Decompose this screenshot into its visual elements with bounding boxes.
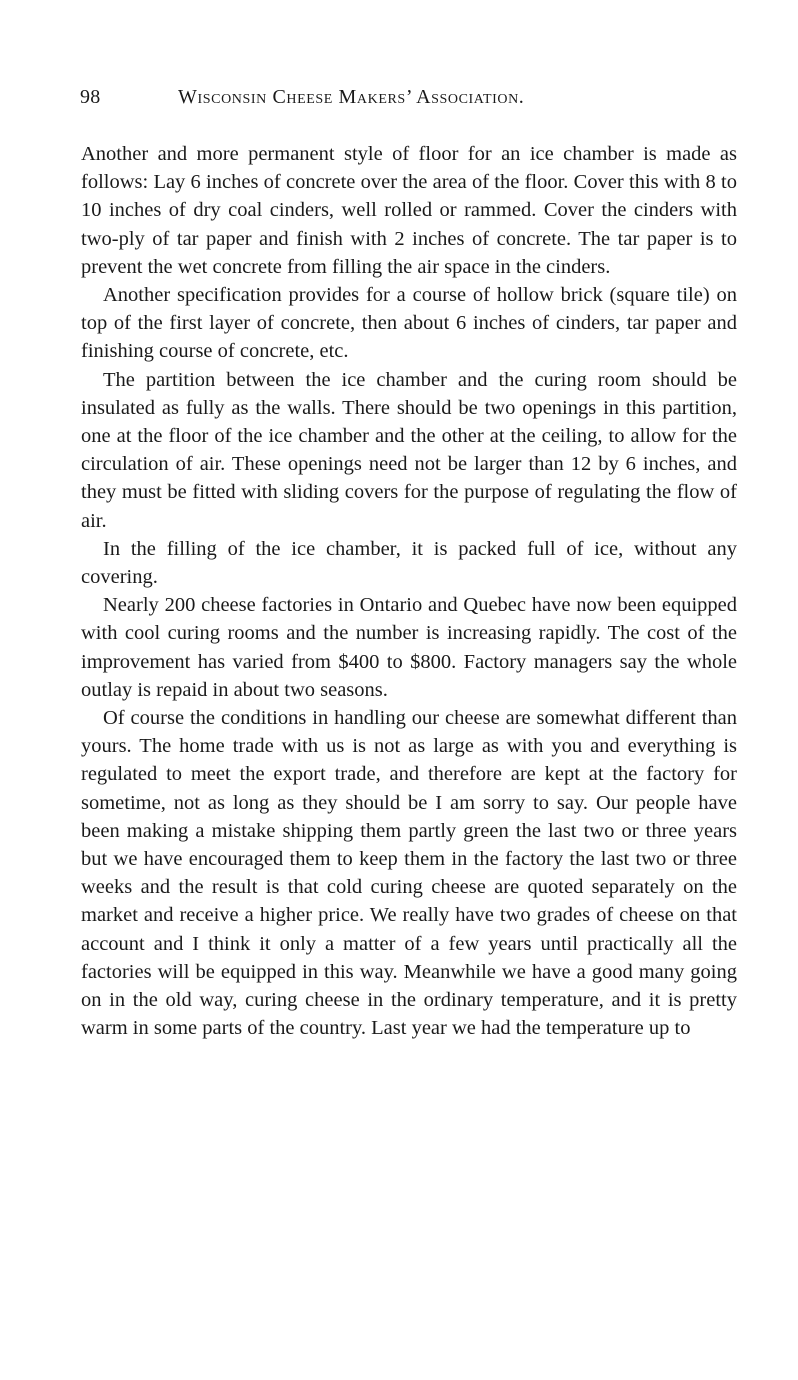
paragraph: Another and more permanent style of floor for an ice chamber is made as follows: Lay 6 inches of concrete over the area of the floor. Cover this with 8 to 10 inches of dry coal cinders, well rolled or rammed. Cover the cinders with two-ply of tar paper and finish with 2 inches of concrete. The tar paper is to prevent the wet concrete from filling the air space in the cinders. [81,143,737,278]
page-number: 98 [80,86,101,108]
running-head [80,86,740,116]
paragraph: Nearly 200 cheese factories in Ontario and Quebec have now been equipped with cool curing rooms and the number is increasing rapidly. The cost of the improvement has varied from $400 to $800. Factory managers say the whole outlay is repaid in about two seasons. [81,594,737,701]
paragraph: The partition between the ice chamber and the curing room should be insulated as fully as the walls. There should be two openings in this partition, one at the floor of the ice chamber and the other at the ceiling, to allow for the circulation of air. These openings need not be larger than 12 by 6 inches, and they must be fitted with sliding covers for the purpose of regulating the flow of air. [81,368,737,532]
paragraph: In the filling of the ice chamber, it is packed full of ice, without any covering. [81,537,737,589]
body-text [81,140,737,1043]
running-title: Wisconsin Cheese Makers’ Association. [178,86,525,108]
paragraph: Another specification provides for a course of hollow brick (square tile) on top of the first layer of concrete, then about 6 inches of cinders, tar paper and finishing course of concrete, etc. [81,284,737,363]
paragraph: Of course the conditions in handling our cheese are somewhat different than yours. The home trade with us is not as large as with you and everything is regulated to meet the export trade, and therefore are kept at the factory for sometime, not as long as they should be I am sorry to say. Our people have been making a mistake shipping them partly green the last two or three years but we have encouraged them to keep them in the factory the last two or three weeks and the result is that cold curing cheese are quoted separately on the market and receive a higher price. We really have two grades of cheese on that account and I think it only a matter of a few years until practically all the factories will be equipped in this way. Meanwhile we have a good many going on in the old way, curing cheese in the ordinary temperature, and it is pretty warm in some parts of the country. Last year we had the temperature up to [81,707,737,1040]
